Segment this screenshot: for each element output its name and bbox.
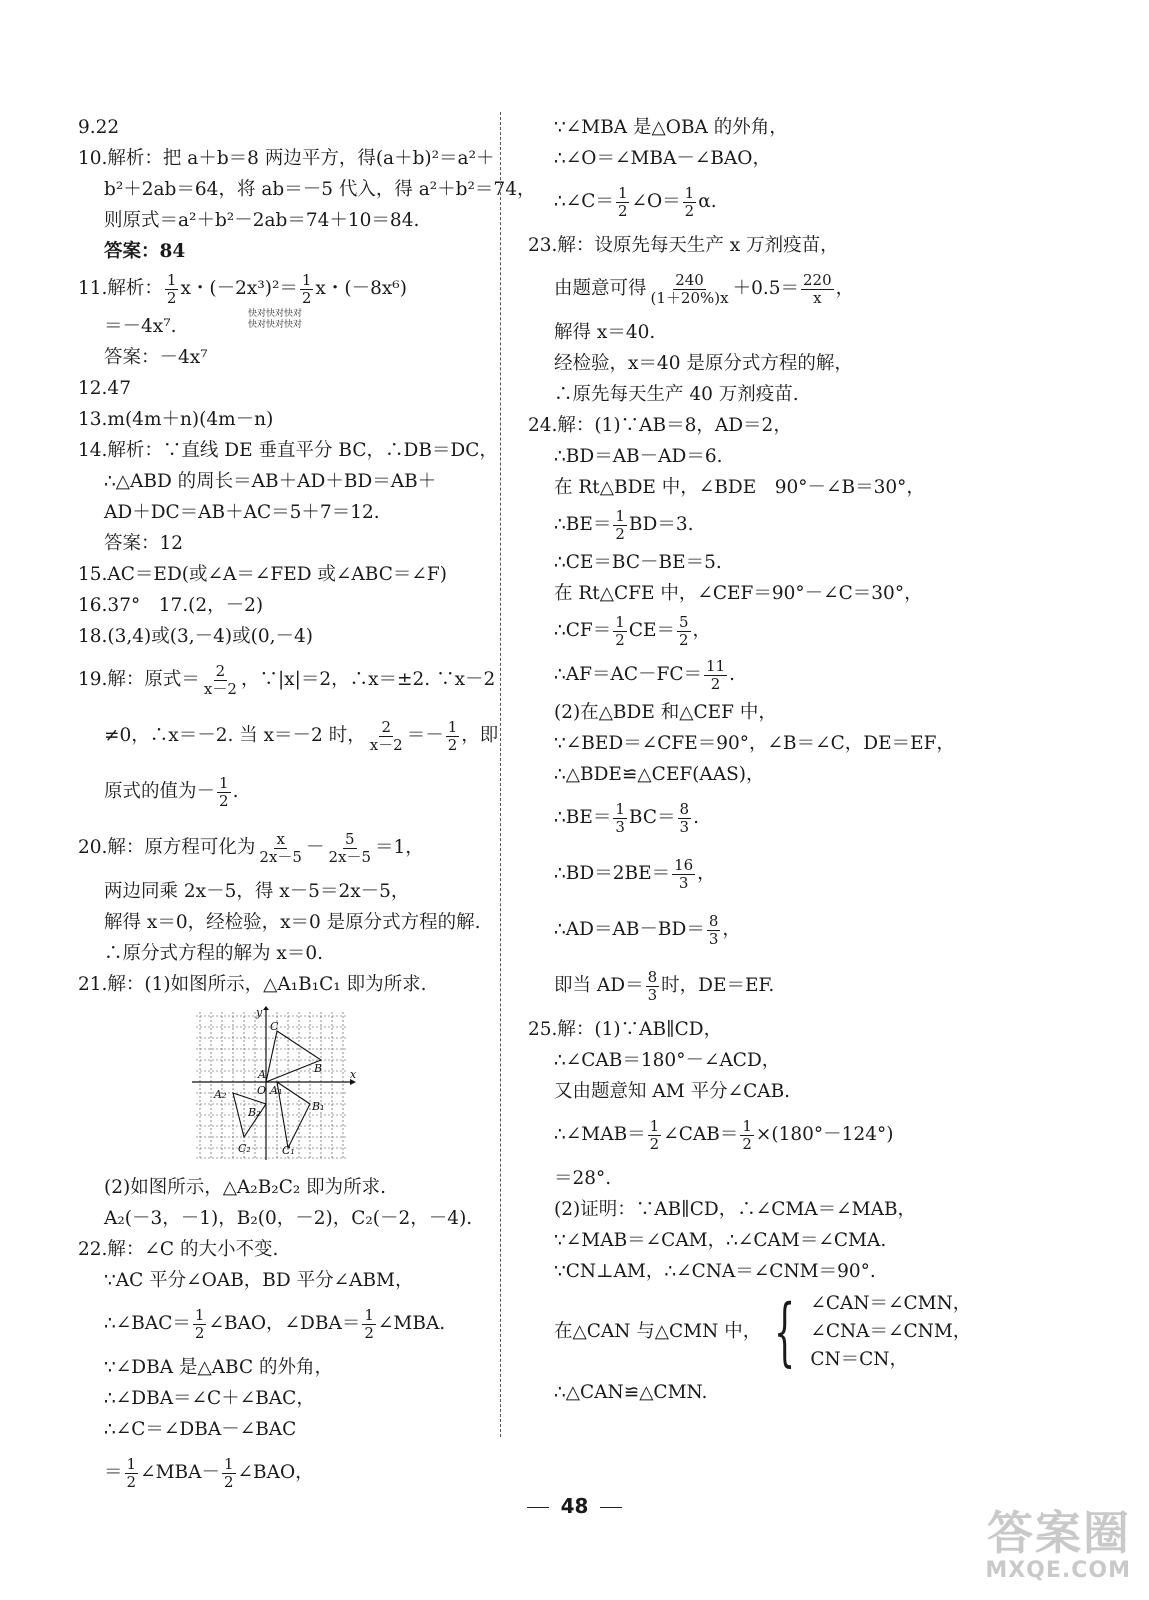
answer-23-line4: 经检验，x＝40 是原分式方程的解， [554, 353, 853, 374]
left-column [78, 112, 536, 1501]
answer-20-line4: ∴原分式方程的解为 x＝0. [104, 943, 323, 964]
answer-22-line8: ∵∠MBA 是△OBA 的外角， [554, 117, 788, 138]
answer-11-line2 [78, 311, 478, 342]
text: ∴BE＝ [554, 514, 612, 535]
answer-22-line10 [528, 174, 948, 230]
fraction-denominator: 2 [219, 791, 229, 810]
text: ＋0.5＝ [732, 278, 799, 299]
system-line: ∠CNA＝∠CNM， [810, 1321, 972, 1342]
fraction-numerator: 1 [742, 1116, 752, 1135]
answer-10-line3: 则原式＝a²＋b²－2ab＝74＋10＝84. [104, 210, 420, 231]
text: x・(－2x³)²＝ [180, 278, 298, 299]
text: ×(180°－124°) [755, 1124, 894, 1145]
answer-25-line5: ＝28°. [554, 1168, 612, 1189]
answer-14-line3: AD＋DC＝AB＋AC＝5＋7＝12. [104, 502, 380, 523]
answer-14-line2: ∴△ABD 的周长＝AB＋AD＋BD＝AB＋ [104, 471, 437, 492]
answer-24-line8 [528, 653, 948, 697]
text: 原式的值为－ [104, 781, 216, 802]
fraction-numerator: 1 [447, 717, 458, 736]
text: ， [835, 278, 855, 299]
text: ∴∠MAB＝ [554, 1124, 646, 1145]
fraction-numerator: 16 [674, 855, 694, 874]
fraction-numerator: 240 [675, 270, 704, 289]
text: ∴AF＝AC－FC＝ [554, 664, 702, 685]
text: 19.解：原式＝ [78, 669, 200, 690]
fraction-numerator: 11 [705, 656, 726, 675]
text: ∴BE＝ [554, 807, 612, 828]
fraction-denominator: x [813, 288, 822, 307]
fraction [740, 1118, 754, 1153]
text: 在△CAN 与△CMN 中， [554, 1321, 762, 1342]
answer-24-line6: 在 Rt△CFE 中，∠CEF＝90°－∠C＝30°， [554, 583, 923, 604]
fraction-denominator: 2 [615, 630, 625, 649]
answer-24-line15 [528, 958, 948, 1014]
text: ＝1， [375, 837, 424, 858]
answer-22-line7 [78, 1445, 478, 1501]
answer-14-line1: 14.解析：∵直线 DE 垂直平分 BC，∴DB＝DC， [78, 440, 498, 461]
left-brace: { [774, 1289, 796, 1375]
fraction [707, 913, 721, 948]
text: ∠BAO，∠DBA＝ [208, 1313, 361, 1334]
answer-24-line9: (2)在△BDE 和△CEF 中， [554, 702, 777, 723]
fraction [257, 831, 304, 866]
answer-23-line5: ∴原先每天生产 40 万剂疫苗. [554, 384, 799, 405]
answer-20-line3: 解得 x＝0，经检验，x＝0 是原分式方程的解. [104, 912, 481, 933]
answer-23-line1: 23.解：设原先每天生产 x 万剂疫苗， [528, 235, 839, 256]
fraction [801, 272, 834, 307]
fraction [300, 272, 314, 307]
answer-12: 12.47 [78, 378, 131, 399]
answer-22-line3 [78, 1296, 478, 1352]
answer-24-line10: ∵∠BED＝∠CFE＝90°，∠B＝∠C，DE＝EF， [554, 733, 955, 754]
text: ∠BAO， [237, 1462, 314, 1483]
fraction [677, 614, 691, 649]
answer-22-line2: ∵AC 平分∠OAB，BD 平分∠ABM， [104, 1270, 414, 1291]
answer-19-line2 [78, 708, 499, 764]
system-lines [810, 1290, 971, 1374]
page-number-dash [600, 1507, 622, 1508]
fraction-numerator: 2 [215, 661, 226, 680]
fraction [202, 663, 239, 698]
text: ∴∠BAC＝ [104, 1313, 191, 1334]
right-column [528, 112, 972, 1408]
text: ∴∠C＝ [554, 191, 614, 212]
point-label-b: B [314, 1062, 323, 1075]
text: . [729, 664, 735, 685]
fraction-denominator: 3 [679, 817, 690, 836]
answer-25-line6: (2)证明：∵AB∥CD，∴∠CMA＝∠MAB， [554, 1199, 917, 1220]
fraction-denominator: (1＋20%)x [650, 288, 729, 307]
fraction-denominator: 2 [684, 201, 695, 220]
fraction-denominator: 2 [649, 1134, 660, 1153]
text: ∠O＝ [631, 191, 681, 212]
text: 由题意可得 [554, 278, 647, 299]
fraction-numerator: 8 [647, 967, 658, 986]
text: . [232, 781, 239, 802]
answer-14-result: 答案：12 [104, 533, 184, 554]
fraction-numerator: 1 [615, 506, 625, 525]
text: ， [692, 620, 712, 641]
point-label-c2: C₂ [238, 1142, 251, 1155]
fraction-denominator: 2 [194, 1323, 205, 1342]
fraction-numerator: 8 [708, 911, 719, 930]
fraction [672, 857, 695, 892]
text: 11.解析： [78, 278, 163, 299]
text: ＝－ [406, 725, 444, 746]
answer-24-line3: 在 Rt△BDE 中，∠BDE 90°－∠B＝30°， [554, 477, 925, 498]
answer-20-line2: 两边同乘 2x－5，得 x－5＝2x－5， [104, 881, 410, 902]
answer-10-line2: b²＋2ab＝64，将 ab＝－5 代入，得 a²＋b²＝74， [104, 179, 536, 200]
text: ∠MBA－ [140, 1462, 220, 1483]
text: ∴CF＝ [554, 620, 612, 641]
system-line: ∠CAN＝∠CMN， [810, 1293, 972, 1314]
answer-9: 9.22 [78, 117, 120, 138]
fraction-denominator: 2 [615, 524, 625, 543]
answer-16-17: 16.37° 17.(2，－2) [78, 595, 264, 616]
answer-21-line3: A₂(－3，－1)，B₂(0，－2)，C₂(－2，－4). [104, 1208, 473, 1229]
text: ， [722, 919, 741, 940]
fraction [165, 272, 179, 307]
answer-10-line1: 10.解析：把 a＋b＝8 两边平方，得(a＋b)²＝a²＋ [78, 148, 495, 169]
text: ≠0，∴x＝－2. 当 x＝－2 时， [104, 725, 366, 746]
fraction [683, 185, 697, 220]
answer-11-line1 [78, 267, 478, 311]
text: BC＝ [628, 807, 676, 828]
fraction [649, 272, 731, 307]
text: ∠CAB＝ [663, 1124, 739, 1145]
fraction-denominator: 2 [364, 1323, 374, 1342]
text: x・(－8x⁶) [315, 278, 407, 299]
text: ∴BD＝2BE＝ [554, 863, 671, 884]
y-axis-label: y [256, 1006, 263, 1019]
fraction-numerator: 1 [126, 1454, 137, 1473]
fraction [125, 1456, 139, 1491]
answer-24-line1: 24.解：(1)∵AB＝8，AD＝2， [528, 415, 792, 436]
fraction-numerator: 2 [381, 717, 391, 736]
fraction [217, 775, 231, 810]
fraction-numerator: 1 [615, 799, 625, 818]
fraction [678, 801, 692, 836]
answer-25-conclusion: ∴△CAN≌△CMN. [554, 1382, 708, 1403]
answer-11-result: 答案：－4x⁷ [104, 347, 208, 368]
point-label-b1: B₁ [312, 1100, 325, 1113]
answer-24-line11: ∴△BDE≌△CEF(AAS)， [554, 764, 765, 785]
answer-25-line1: 25.解：(1)∵AB∥CD， [528, 1019, 723, 1040]
text: ∴AD＝AB－BD＝ [554, 919, 705, 940]
fraction-numerator: 1 [223, 1454, 234, 1473]
answer-21-line2: (2)如图所示，△A₂B₂C₂ 即为所求. [104, 1177, 387, 1198]
fraction-numerator: 1 [364, 1305, 374, 1324]
text: CE＝ [628, 620, 675, 641]
fraction [613, 614, 627, 649]
fraction-denominator: 3 [647, 985, 658, 1004]
origin-label: O [257, 1084, 267, 1097]
answer-13: 13.m(4m＋n)(4m－n) [78, 409, 274, 430]
fraction [646, 969, 660, 1004]
text: ＝－4x⁷. [104, 316, 177, 337]
fraction-numerator: 1 [649, 1116, 660, 1135]
fraction [613, 801, 627, 836]
fraction [446, 719, 460, 754]
fraction-numerator: x [276, 829, 285, 848]
fraction-denominator: 2x－5 [328, 847, 372, 866]
fraction-denominator: x－2 [203, 679, 237, 698]
fraction-denominator: 2 [742, 1134, 752, 1153]
text: ∠MBA. [377, 1313, 446, 1334]
watermark-logo [985, 1508, 1131, 1583]
answer-25-system [528, 1287, 972, 1377]
fraction [613, 508, 627, 543]
fraction-numerator: 1 [301, 270, 312, 289]
fraction-denominator: 2 [678, 630, 689, 649]
answer-24-line13 [528, 846, 948, 902]
page-number-dash [527, 1507, 549, 1508]
fraction-denominator: 2 [447, 735, 458, 754]
fraction-numerator: 5 [678, 612, 689, 631]
fraction-denominator: 2 [126, 1472, 137, 1491]
answer-22-line9: ∴∠O＝∠MBA－∠BAO， [554, 148, 771, 169]
answer-24-line4 [528, 503, 948, 547]
equation-system [761, 1290, 971, 1374]
page-number-text: 48 [560, 1494, 589, 1518]
point-label-c: C [270, 1020, 279, 1033]
system-line: CN＝CN， [810, 1349, 908, 1370]
fraction-numerator: 8 [679, 799, 690, 818]
answer-25-line2: ∴∠CAB＝180°－∠ACD， [554, 1050, 781, 1071]
fraction-denominator: 3 [678, 873, 689, 892]
point-label-b2: B₂ [248, 1106, 261, 1119]
watermark-line2: MXQE.COM [985, 1558, 1131, 1583]
text: BD＝3. [628, 514, 694, 535]
answer-18: 18.(3,4)或(3,－4)或(0,－4) [78, 626, 313, 647]
answer-22-line1: 22.解：∠C 的大小不变. [78, 1239, 279, 1260]
fraction [368, 719, 405, 754]
answer-19-line1 [78, 652, 496, 708]
y-axis-arrow [263, 1006, 269, 1010]
text: ，即 [461, 725, 499, 746]
fraction-denominator: 2 [223, 1472, 234, 1491]
answer-22-line6: ∴∠C＝∠DBA－∠BAC [104, 1419, 297, 1440]
fraction-numerator: 1 [166, 270, 177, 289]
answer-23-line2 [528, 261, 948, 317]
triangle-abc [266, 1031, 321, 1082]
page-number [0, 1494, 1149, 1518]
text: ， [697, 863, 716, 884]
fraction [362, 1307, 376, 1342]
answer-21-line1: 21.解：(1)如图所示，△A₁B₁C₁ 即为所求. [78, 974, 427, 995]
point-label-a2: A₂ [214, 1088, 227, 1101]
fraction-denominator: 2 [166, 288, 177, 307]
fraction-denominator: x－2 [369, 735, 403, 754]
text: 时，DE＝EF. [661, 975, 775, 996]
answer-15: 15.AC＝ED(或∠A＝∠FED 或∠ABC＝∠F) [78, 564, 447, 585]
answer-25-line8: ∵CN⊥AM，∴∠CNA＝∠CNM＝90°. [554, 1261, 876, 1282]
answer-24-line5: ∴CE＝BC－BE＝5. [554, 552, 722, 573]
fraction-denominator: 3 [615, 817, 625, 836]
answer-25-line4 [528, 1107, 948, 1163]
answer-25-line3: 又由题意知 AM 平分∠CAB. [554, 1081, 791, 1102]
answer-24-line14 [528, 902, 948, 958]
fraction-numerator: 220 [803, 270, 832, 289]
fraction-numerator: 5 [344, 829, 355, 848]
text: ＝ [104, 1462, 123, 1483]
fraction-denominator: 2x－5 [259, 847, 302, 866]
point-label-c1: C₁ [282, 1144, 295, 1157]
fraction-numerator: 1 [219, 773, 229, 792]
answer-24-line12 [528, 790, 948, 846]
fraction [193, 1307, 207, 1342]
answer-23-line3: 解得 x＝40. [554, 322, 656, 343]
fraction-numerator: 1 [615, 612, 625, 631]
text: ，∵|x|＝2，∴x＝±2. ∵x－2 [240, 669, 496, 690]
answer-22-line4: ∵∠DBA 是△ABC 的外角， [104, 1357, 334, 1378]
answer-24-line2: ∴BD＝AB－AD＝6. [554, 446, 723, 467]
coordinate-grid-figure [190, 1006, 356, 1166]
answer-10-result: 答案：84 [104, 241, 186, 262]
column-divider [500, 112, 501, 1437]
point-label-a: A [258, 1068, 266, 1081]
fraction-denominator: 2 [710, 674, 721, 693]
answer-22-line5: ∴∠DBA＝∠C＋∠BAC， [104, 1388, 315, 1409]
text: 20.解：原方程可化为 [78, 837, 256, 858]
fraction-numerator: 1 [684, 183, 695, 202]
answer-24-line7 [528, 609, 948, 653]
watermark-line1: 答案圈 [987, 1506, 1131, 1560]
fraction [648, 1118, 662, 1153]
fraction [222, 1456, 236, 1491]
fraction-denominator: 3 [708, 929, 719, 948]
fraction-numerator: 1 [617, 183, 628, 202]
text: . [693, 807, 699, 828]
text: α. [698, 191, 717, 212]
fraction [326, 831, 373, 866]
fraction-denominator: 2 [301, 288, 312, 307]
x-axis-label: x [350, 1068, 356, 1081]
answer-20-line1 [78, 820, 478, 876]
answer-25-line7: ∵∠MAB＝∠CAM，∴∠CAM＝∠CMA. [554, 1230, 887, 1251]
text: － [305, 837, 325, 858]
point-label-a1: A₁ [270, 1084, 283, 1097]
fraction [616, 185, 630, 220]
faint-watermark-text: 快对快对快对 快对快对快对 [248, 309, 303, 330]
answer-19-line3 [78, 764, 478, 820]
fraction-numerator: 1 [194, 1305, 205, 1324]
text: 即当 AD＝ [554, 975, 644, 996]
fraction-denominator: 2 [617, 201, 628, 220]
fraction [704, 658, 727, 693]
